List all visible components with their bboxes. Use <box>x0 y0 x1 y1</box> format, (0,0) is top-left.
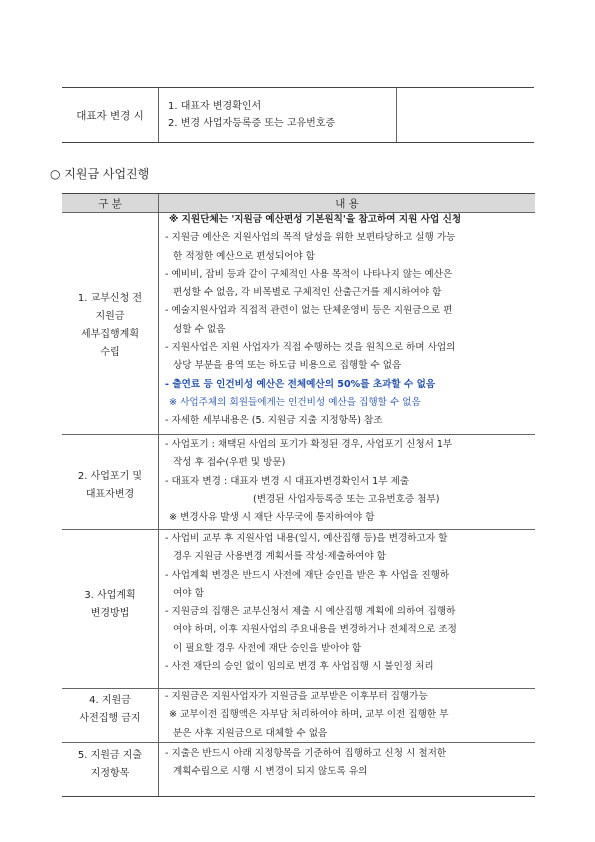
rep-doc-2: 2. 변경 사업자등록증 또는 고유번호증 <box>168 118 336 129</box>
row4-label: 4. 지원금 사전집행 금지 <box>79 695 141 724</box>
row3-content: - 사업비 교부 후 지원사업 내용(일시, 예산집행 등)을 변경하고자 할 경우 지원금 사용변경 계획서를 작성·제출하여야 함 - 사업계획 변경은 반드시 사전에 재단 승인을 받은 후 사업을 진행하 여야 함 - 지원금의 집행은 교부신청서 제출 시 예산집행 계획에 의하여 집행하 여야 하며, 이후 지원사업의 주요내용을 변경하거나 전체적으로 조정 이 필요할 경우 사전에 재단 승인을 받아야 함 - 사전 재단의 승인 없이 임의로 변경 후 사업집행 시 불인정 처리 <box>165 533 457 673</box>
row5-label: 5. 지원금 지출 지정항목 <box>77 750 143 779</box>
representative-change-table <box>62 87 534 143</box>
row-divider <box>62 742 535 743</box>
header-content: 내 용 <box>335 198 359 210</box>
rep-change-label: 대표자 변경 시 <box>62 88 159 142</box>
row1-content: ※ 지원단체는 '지원금 예산편성 기본원칙'을 참고하여 지원 사업 신청 - 지원금 예산은 지원사업의 목적 달성을 위한 보편타당하고 실행 가능 한 적정한 예산으로 편성되어야 함 - 예비비, 잡비 등과 같이 구체적인 사용 목적이 나타나지 않는 예산은 편성할 수 없음, 각 비목별로 구체적인 산출근거를 제시하여야 함 - 예술지원사업과 직접적 관련이 없는 단체운영비 등은 지원금으로 편 성할 수 없음 - 지원사업은 지원 사업자가 직접 수행하는 것을 원칙으로 하며 사업의 상당 부분을 용역 또는 하도급 비용으로 집행할 수 없음 - 출연료 등 인건비성 예산은 전체예산의 50%를 초과할 수 없음 ※ 사업주체의 회원들에게는 인건비성 예산을 집행할 수 없음 - 자세한 세부내용은 (5. 지원금 지출 지정항목) 참조 <box>165 214 462 427</box>
header-category: 구 분 <box>98 198 122 210</box>
row5-content: - 지출은 반드시 아래 지정항목을 기준하여 집행하고 신청 시 철저한 계획수립으로 시행 시 변경이 되지 않도록 유의 <box>165 748 447 778</box>
row3-label: 3. 사업계획 변경방법 <box>84 590 136 619</box>
column-divider <box>158 194 159 796</box>
rep-change-docs <box>159 88 397 142</box>
progress-table <box>62 193 535 797</box>
section-title: ○ 지원금 사업진행 <box>50 167 150 181</box>
row4-content: - 지원금은 지원사업자가 지원금을 교부받은 이후부터 집행가능 ※ 교부이전 집행액은 자부담 처리하여야 하며, 교부 이전 집행한 부 분은 사후 지원금으로 대체할 수 없음 <box>165 691 449 739</box>
rep-doc-1: 1. 대표자 변경확인서 <box>168 101 262 112</box>
row2-content: - 사업포기 : 채택된 사업의 포기가 확정된 경우, 사업포기 신청서 1부 작성 후 접수(우편 및 방문) - 대표자 변경 : 대표자 변경 시 대표자변경확인서 1부 제출 (변경된 사업자등록증 또는 고유번호증 첨부) ※ 변경사유 발생 시 재단 사무국에 통지하여야 함 <box>165 439 453 524</box>
row-divider <box>62 434 535 435</box>
row1-label: 1. 교부신청 전 지원금 세부집행계획 수립 <box>77 293 143 358</box>
row2-label: 2. 사업포기 및 대표자변경 <box>77 471 143 500</box>
